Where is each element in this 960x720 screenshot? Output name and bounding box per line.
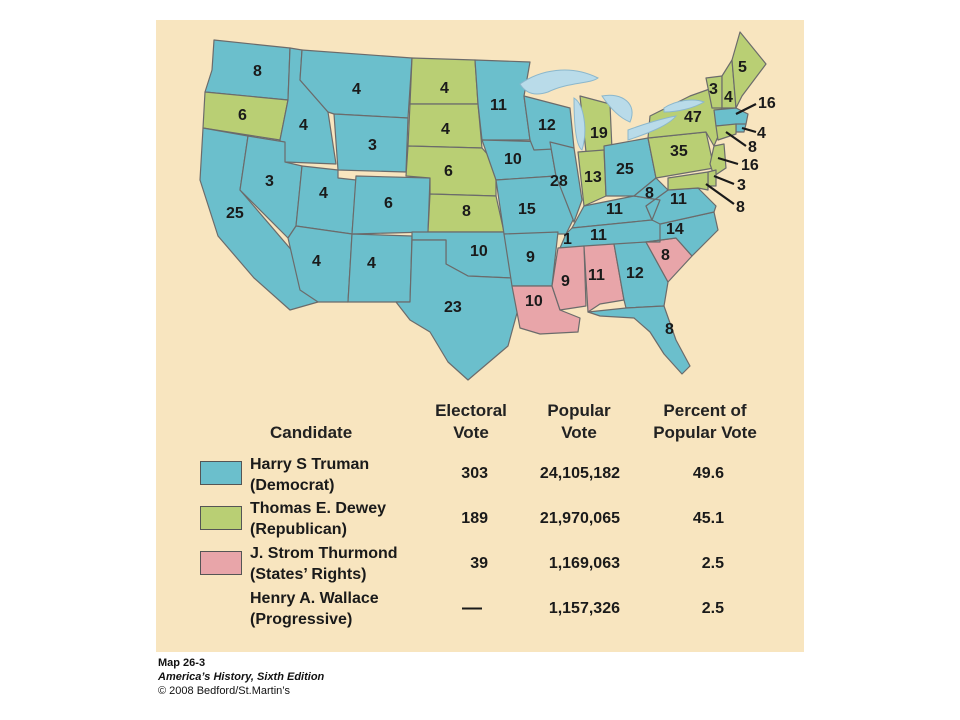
label-mo: 15 bbox=[518, 201, 536, 218]
state-fl bbox=[588, 306, 690, 374]
label-la: 10 bbox=[525, 293, 543, 310]
label-pa: 35 bbox=[670, 143, 688, 160]
label-id: 4 bbox=[299, 117, 308, 134]
candidate-thurmond bbox=[250, 543, 398, 585]
swatch-republican bbox=[200, 506, 242, 530]
label-de: 3 bbox=[737, 177, 746, 194]
label-wa: 8 bbox=[253, 63, 262, 80]
popular-truman: 24,105,182 bbox=[539, 465, 620, 482]
us-election-map bbox=[156, 20, 804, 410]
electoral-truman: 303 bbox=[461, 465, 488, 482]
caption-book-title: America’s History, Sixth Edition bbox=[158, 671, 325, 683]
label-tn-elector: 1 bbox=[563, 231, 572, 248]
swatch-democrat bbox=[200, 461, 242, 485]
caption-copyright: © 2008 Bedford/St.Martin’s bbox=[158, 685, 291, 697]
label-or: 6 bbox=[238, 107, 247, 124]
header-percent-line1: Percent of bbox=[663, 401, 747, 420]
popular-wallace: 1,157,326 bbox=[548, 600, 620, 617]
label-ks: 8 bbox=[462, 203, 471, 220]
label-mt: 4 bbox=[352, 81, 361, 98]
lake-superior bbox=[520, 70, 598, 94]
header-popular-line1: Popular bbox=[547, 401, 611, 420]
electoral-wallace: — bbox=[462, 597, 482, 619]
label-ut: 4 bbox=[319, 185, 328, 202]
candidate-wallace-party: (Progressive) bbox=[250, 611, 353, 628]
label-nm: 4 bbox=[367, 255, 376, 272]
label-va: 11 bbox=[670, 191, 687, 208]
header-electoral-line2: Vote bbox=[453, 423, 489, 442]
candidate-dewey-party: (Republican) bbox=[250, 521, 347, 538]
electoral-thurmond: 39 bbox=[470, 555, 488, 572]
candidate-dewey-name: Thomas E. Dewey bbox=[250, 500, 387, 517]
candidate-wallace-name: Henry A. Wallace bbox=[250, 590, 379, 607]
label-sc: 8 bbox=[661, 247, 670, 264]
label-wy: 3 bbox=[368, 137, 377, 154]
label-az: 4 bbox=[312, 253, 321, 270]
candidate-truman-party: (Democrat) bbox=[250, 477, 335, 494]
candidate-thurmond-party: (States’ Rights) bbox=[250, 566, 367, 583]
header-electoral-line1: Electoral bbox=[435, 401, 507, 420]
label-mi: 19 bbox=[590, 125, 608, 142]
header-percent-line2: Popular Vote bbox=[653, 423, 757, 442]
label-tx: 23 bbox=[444, 299, 462, 316]
label-ms: 9 bbox=[561, 273, 570, 290]
candidate-truman bbox=[250, 454, 369, 496]
percent-truman: 49.6 bbox=[692, 465, 724, 482]
label-nh: 4 bbox=[724, 89, 733, 106]
label-ny: 47 bbox=[684, 109, 702, 126]
percent-dewey: 45.1 bbox=[692, 510, 724, 527]
label-co: 6 bbox=[384, 195, 393, 212]
label-tn: 11 bbox=[590, 227, 607, 244]
candidate-dewey bbox=[250, 498, 386, 540]
state-nm bbox=[348, 234, 412, 302]
percent-thurmond: 2.5 bbox=[701, 555, 724, 572]
electoral-dewey: 189 bbox=[461, 510, 488, 527]
label-ga: 12 bbox=[626, 265, 644, 282]
leader-de bbox=[714, 176, 734, 184]
candidate-truman-name: Harry S Truman bbox=[250, 456, 370, 473]
header-percent bbox=[640, 400, 770, 444]
state-wa bbox=[205, 40, 290, 100]
header-electoral bbox=[426, 400, 516, 444]
label-me: 5 bbox=[738, 59, 747, 76]
map-caption bbox=[158, 656, 324, 698]
header-popular-line2: Vote bbox=[561, 423, 597, 442]
label-nj: 16 bbox=[741, 157, 759, 174]
label-ne: 6 bbox=[444, 163, 453, 180]
label-wi: 12 bbox=[538, 117, 556, 134]
label-fl: 8 bbox=[665, 321, 674, 338]
popular-thurmond: 1,169,063 bbox=[548, 555, 620, 572]
label-ma: 16 bbox=[758, 95, 776, 112]
label-wv: 8 bbox=[645, 185, 654, 202]
label-ky: 11 bbox=[606, 201, 623, 218]
header-candidate: Candidate bbox=[270, 423, 353, 442]
header-popular bbox=[534, 400, 624, 444]
label-il: 28 bbox=[550, 173, 568, 190]
label-in: 13 bbox=[584, 169, 602, 186]
state-de bbox=[708, 170, 716, 186]
candidate-thurmond-name: J. Strom Thurmond bbox=[250, 545, 398, 562]
label-nv: 3 bbox=[265, 173, 274, 190]
label-ok: 10 bbox=[470, 243, 488, 260]
label-ar: 9 bbox=[526, 249, 535, 266]
label-al: 11 bbox=[588, 267, 605, 284]
caption-map-number: Map 26-3 bbox=[158, 657, 206, 669]
label-ca: 25 bbox=[226, 205, 244, 222]
popular-dewey: 21,970,065 bbox=[539, 510, 620, 527]
label-oh: 25 bbox=[616, 161, 634, 178]
map-panel bbox=[156, 20, 804, 652]
label-mn: 11 bbox=[490, 97, 507, 114]
swatch-states-rights bbox=[200, 551, 242, 575]
label-md: 8 bbox=[736, 199, 745, 216]
candidate-wallace bbox=[250, 588, 379, 630]
label-ct: 8 bbox=[748, 139, 757, 156]
label-vt: 3 bbox=[709, 81, 718, 98]
label-ia: 10 bbox=[504, 151, 522, 168]
label-nd: 4 bbox=[440, 80, 449, 97]
label-nc: 14 bbox=[666, 221, 684, 238]
percent-wallace: 2.5 bbox=[701, 600, 724, 617]
label-ri: 4 bbox=[757, 125, 766, 142]
label-sd: 4 bbox=[441, 121, 450, 138]
